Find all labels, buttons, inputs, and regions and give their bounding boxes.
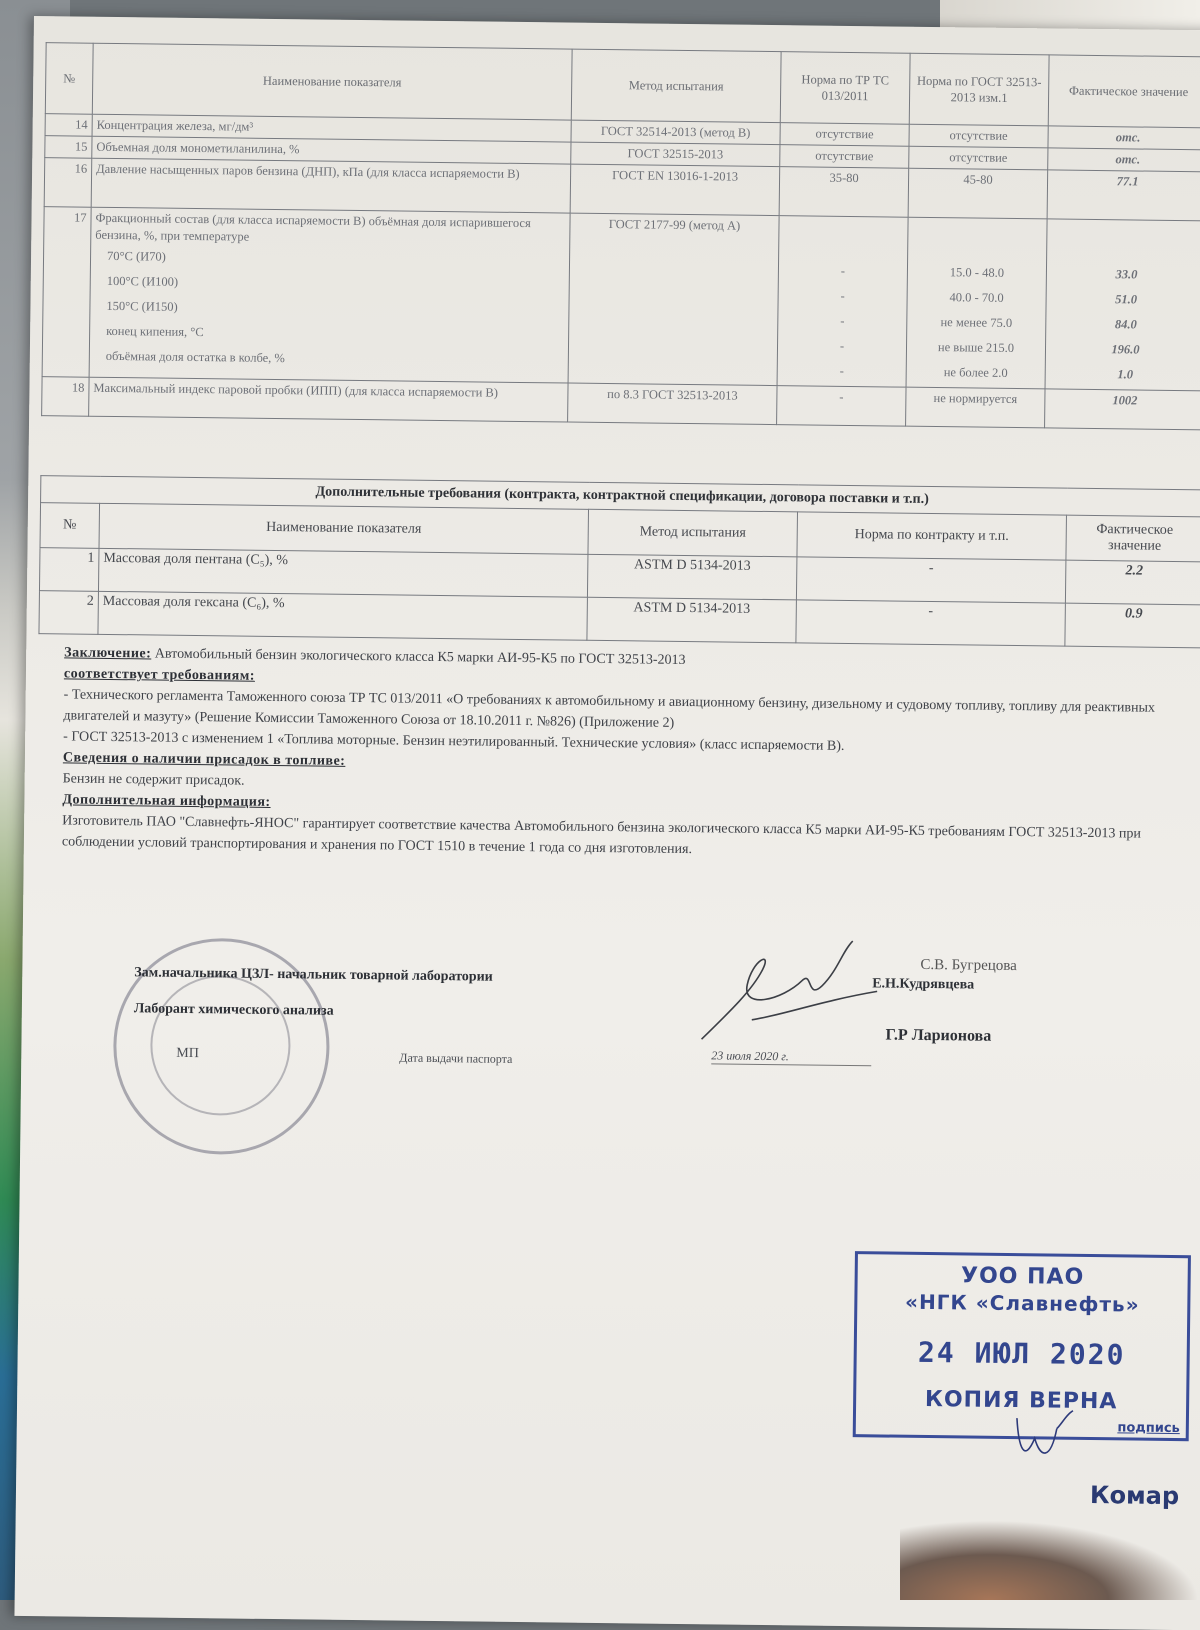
row-actual: отс. bbox=[1048, 126, 1200, 150]
row-name bbox=[89, 207, 570, 383]
fraction-sub-name: объёмная доля остатка в колбе, % bbox=[105, 348, 285, 366]
fraction-sub-norm-tr: - bbox=[839, 363, 844, 378]
row-number: 15 bbox=[45, 136, 92, 159]
conclusion-block bbox=[62, 642, 1184, 866]
additional-caption: Дополнительные требования (контракта, контрактной спецификации, договора поставки и т.п.) bbox=[41, 476, 1200, 517]
signer-name-2: Г.Р Ларионова bbox=[885, 1026, 992, 1045]
row-norm: - bbox=[796, 557, 1066, 603]
stamp-org-line1: УОО ПАО bbox=[960, 1263, 1085, 1290]
row-name: Объемная доля монометиланилина, % bbox=[92, 136, 571, 164]
complies-item-gost: - ГОСТ 32513-2013 с изменением 1 «Топлива моторные. Бензин неэтилированный. Технические условия» (класс испаряемости В). bbox=[63, 729, 845, 754]
fraction-sub-norm-gost: 15.0 - 48.0 bbox=[949, 265, 1005, 280]
stamp-org-line2: «НГК «Славнефть» bbox=[904, 1289, 1140, 1317]
complies-label: соответствует требованиям: bbox=[63, 666, 256, 684]
quality-table bbox=[41, 42, 1200, 430]
stamp-copy-verified: КОПИЯ ВЕРНА bbox=[924, 1386, 1118, 1415]
col-method: Метод испытания bbox=[571, 49, 781, 123]
col-norm: Норма по контракту и т.п. bbox=[797, 512, 1067, 560]
fraction-sub-actual: 1.0 bbox=[1117, 367, 1134, 382]
row-norm-gost bbox=[906, 217, 1047, 389]
fraction-sub-actual: 33.0 bbox=[1115, 267, 1138, 282]
row-method: ГОСТ 32515-2013 bbox=[571, 142, 780, 167]
row-method: ГОСТ 2177-99 (метод А) bbox=[568, 213, 779, 386]
row-norm: - bbox=[796, 600, 1066, 646]
row-actual: 77.1 bbox=[1047, 170, 1200, 221]
fraction-sub-actual: 84.0 bbox=[1114, 317, 1137, 332]
additional-requirements-table bbox=[38, 475, 1200, 648]
fraction-sub-actual: 51.0 bbox=[1115, 292, 1138, 307]
fraction-title: Фракционный состав (для класса испаряемости В) объёмная доля испарившегося бензина, %, при температуре bbox=[95, 210, 531, 244]
fraction-sub-norm-tr: - bbox=[839, 338, 845, 353]
row-actual: 2.2 bbox=[1065, 560, 1200, 605]
col-no: № bbox=[45, 43, 93, 115]
row-number: 14 bbox=[45, 114, 92, 137]
stamp-signature-label: подпись bbox=[1117, 1420, 1180, 1437]
row-method: по 8.3 ГОСТ 32513-2013 bbox=[568, 383, 777, 425]
additional-info-label: Дополнительная информация: bbox=[62, 792, 271, 810]
stamp-date: 24 ИЮЛ 2020 bbox=[917, 1335, 1126, 1372]
row-actual: отс. bbox=[1048, 148, 1200, 172]
signature-scribble bbox=[691, 929, 882, 1051]
row-number: 2 bbox=[39, 591, 99, 635]
row-name: Массовая доля гексана (С₆), % bbox=[98, 591, 587, 640]
signer-name-1a: С.В. Бугрецова bbox=[920, 956, 1017, 975]
row-number: 17 bbox=[42, 207, 91, 378]
fraction-sub-norm-gost: не менее 75.0 bbox=[940, 315, 1013, 330]
row-norm-tr: 35-80 bbox=[779, 167, 909, 218]
mp-label: МП bbox=[176, 1045, 199, 1062]
row-name: Максимальный индекс паровой пробки (ИПП) (для класса испаряемости В) bbox=[89, 377, 568, 422]
fraction-sub-name: 70°С (И70) bbox=[106, 248, 166, 264]
row-norm-tr: - bbox=[777, 386, 906, 427]
row-actual: 1002 bbox=[1045, 389, 1200, 430]
additional-info-text: Изготовитель ПАО "Славнефть-ЯНОС" гарантирует соответствие качества Автомобильного бензина экологического класса К5 марки АИ-95-К5 требованиям ГОСТ 32513-2013 при соблюдении условий транспортирования и хранения по ГОСТ 1510 в течение 1 года со дня изготовления. bbox=[61, 813, 1142, 858]
row-actual bbox=[1045, 219, 1200, 391]
conclusion-text: Автомобильный бензин экологического класса К5 марки АИ-95-К5 по ГОСТ 32513-2013 bbox=[154, 646, 686, 669]
col-no: № bbox=[40, 503, 100, 549]
col-actual: Фактическое значение bbox=[1048, 55, 1200, 128]
deputy-title: Зам.начальника ЦЗЛ- начальник товарной лаборатории bbox=[134, 965, 493, 985]
row-method: ГОСТ 32514-2013 (метод В) bbox=[571, 120, 780, 145]
stamp-signer-name: Комар bbox=[1089, 1481, 1180, 1511]
row-norm-tr bbox=[777, 216, 908, 388]
finger-shadow bbox=[900, 1520, 1200, 1600]
row-norm-gost: отсутствие bbox=[909, 124, 1048, 148]
issue-date: 23 июля 2020 г. bbox=[711, 1048, 871, 1066]
row-method: ASTM D 5134-2013 bbox=[587, 554, 797, 600]
fraction-sub-norm-gost: не более 2.0 bbox=[943, 365, 1008, 380]
issue-date-label: Дата выдачи паспорта bbox=[399, 1050, 513, 1066]
table-row-fractional bbox=[42, 207, 1200, 391]
row-number: 18 bbox=[42, 377, 89, 417]
row-method: ГОСТ EN 13016-1-2013 bbox=[570, 164, 780, 216]
row-norm-gost: 45-80 bbox=[908, 168, 1048, 219]
row-number: 1 bbox=[39, 548, 99, 592]
col-name: Наименование показателя bbox=[92, 43, 572, 120]
fraction-sub-norm-tr: - bbox=[840, 313, 845, 328]
fraction-sub-name: конец кипения, °С bbox=[106, 323, 204, 340]
signer-name-1b: Е.Н.Кудрявцева bbox=[872, 976, 975, 993]
col-method: Метод испытания bbox=[588, 509, 798, 557]
row-norm-gost: отсутствие bbox=[909, 146, 1048, 170]
complies-item-tr: - Технического регламента Таможенного союза ТР ТС 013/2011 «О требованиях к автомобильному и авиационному бензину, дизельному и судовому топливу, топливу для реактивных двигателей и мазуту» (Решение Комиссии Таможенного Союза от 18.10.2011 г. №826) (Приложение 2) bbox=[63, 687, 1156, 731]
col-name: Наименование показателя bbox=[99, 503, 589, 554]
fraction-sub-norm-gost: 40.0 - 70.0 bbox=[949, 290, 1004, 305]
fraction-sub-actual: 196.0 bbox=[1111, 342, 1140, 357]
fraction-sub-norm-tr: - bbox=[840, 288, 845, 303]
row-method: ASTM D 5134-2013 bbox=[587, 597, 797, 643]
col-norm-tr: Норма по ТР ТС 013/2011 bbox=[780, 52, 910, 125]
stamp-signature-scribble bbox=[1006, 1408, 1077, 1469]
fraction-sub-name: 100°С (И100) bbox=[106, 273, 179, 289]
lab-title: Лаборант химического анализа bbox=[133, 1001, 334, 1019]
col-actual: Фактическое значение bbox=[1066, 515, 1200, 562]
additives-label: Сведения о наличии присадок в топливе: bbox=[62, 750, 346, 769]
additives-text: Бензин не содержит присадок. bbox=[62, 771, 245, 789]
passport-page bbox=[14, 16, 1200, 1630]
fraction-sub-name: 150°С (И150) bbox=[106, 298, 178, 314]
row-norm-tr: отсутствие bbox=[780, 145, 909, 169]
conclusion-label: Заключение: bbox=[64, 645, 152, 662]
fraction-sub-norm-tr: - bbox=[840, 263, 846, 278]
row-name: Давление насыщенных паров бензина (ДНП), кПа (для класса испаряемости В) bbox=[91, 158, 571, 213]
row-actual: 0.9 bbox=[1065, 603, 1200, 648]
row-norm-gost: не нормируется bbox=[906, 387, 1045, 428]
row-norm-tr: отсутствие bbox=[780, 123, 909, 147]
row-number: 16 bbox=[44, 158, 92, 208]
col-norm-gost: Норма по ГОСТ 32513-2013 изм.1 bbox=[909, 53, 1049, 126]
fraction-sub-norm-gost: не выше 215.0 bbox=[937, 340, 1015, 355]
row-name: Концентрация железа, мг/дм³ bbox=[92, 114, 571, 142]
row-name: Массовая доля пентана (С₅), % bbox=[98, 548, 587, 597]
